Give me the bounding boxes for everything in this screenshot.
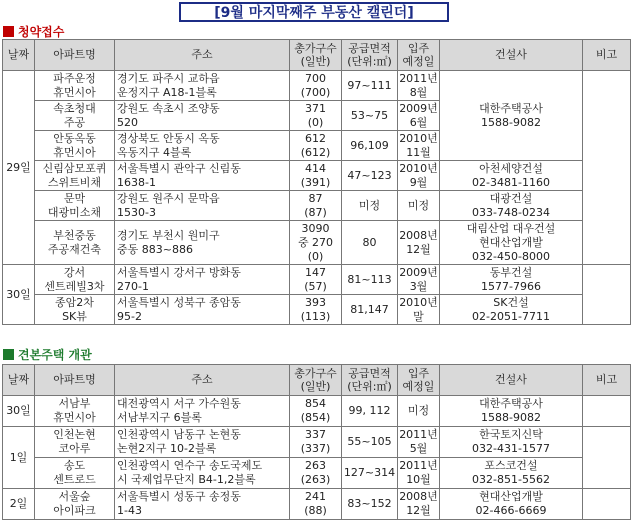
move-in: 미정 [398, 396, 440, 427]
apt-name: 문막 대광미소채 [35, 191, 115, 221]
units: 147 (57) [290, 265, 342, 295]
header-apt-name: 아파트명 [35, 365, 115, 396]
apt-name: 안동옥동 휴먼시아 [35, 131, 115, 161]
date-cell: 2일 [3, 489, 35, 520]
units: 87 (87) [290, 191, 342, 221]
apt-name: 서울숲 아이파크 [35, 489, 115, 520]
builder: 대림산업 대우건설 현대산업개발 032-450-8000 [440, 221, 583, 265]
move-in: 2010년 11월 [399, 131, 438, 159]
apt-name: 송도 센트로드 [35, 458, 115, 489]
move-in: 2011년 10월 [398, 458, 440, 489]
area: 96,109 [342, 131, 398, 161]
table-row [3, 396, 631, 427]
table-header-row [3, 40, 631, 71]
date-cell: 30일 [3, 396, 35, 427]
area: 127~314 [342, 458, 398, 489]
address: 서울특별시 관악구 신림동 1638-1 [115, 161, 290, 191]
move-in: 2008년 12월 [398, 489, 440, 520]
builder: 아천세양건설 02-3481-1160 [440, 161, 583, 191]
area: 83~152 [342, 489, 398, 520]
date-cell: 1일 [3, 427, 35, 489]
address: 서울특별시 성북구 종암동 95-2 [115, 295, 290, 325]
apt-name: 신림삼모포퀴 스위트비채 [35, 161, 115, 191]
header-builder: 건설사 [440, 40, 583, 71]
header-move-in: 입주 예정일 [398, 365, 440, 396]
address: 강원도 속초시 조양동 520 [115, 101, 290, 131]
table-row [3, 265, 631, 295]
note [583, 489, 631, 520]
apt-name: 파주운정 휴먼시아 [35, 71, 115, 101]
date-cell: 30일 [3, 265, 35, 325]
table-row [3, 458, 631, 489]
apt-name: 종암2차 SK뷰 [35, 295, 115, 325]
move-in: 2010년 말 [399, 295, 438, 323]
area: 53~75 [342, 101, 398, 131]
area: 55~105 [342, 427, 398, 458]
header-date: 날짜 [3, 40, 35, 71]
builder: 대광건설 033-748-0234 [440, 191, 583, 221]
note [583, 427, 631, 489]
move-in: 2010년 9월 [399, 161, 438, 189]
address: 경기도 파주시 교하읍 운정지구 A18-1블록 [115, 71, 290, 101]
page-title: [9월 마지막째주 부동산 캘린더] [179, 2, 449, 22]
apt-name: 인천논현 코아루 [35, 427, 115, 458]
builder: 대한주택공사 1588-9082 [440, 71, 583, 161]
address: 서울특별시 강서구 방화동 270-1 [115, 265, 290, 295]
move-in: 2008년 12월 [398, 221, 440, 265]
apt-name: 부천중동 주공재건축 [35, 221, 115, 265]
units: 700 (700) [290, 71, 342, 101]
builder: 한국토지신탁 032-431-1577 [440, 427, 583, 458]
address: 대전광역시 서구 가수원동 서남부지구 6블록 [115, 396, 290, 427]
address: 강원도 원주시 문막읍 1530-3 [115, 191, 290, 221]
apt-name: 서남부 휴먼시아 [35, 396, 115, 427]
units: 854 (854) [290, 396, 342, 427]
header-area: 공급면적 (단위:㎡) [342, 40, 398, 71]
move-in: 2011년 8월 [399, 71, 438, 99]
header-area: 공급면적 (단위:㎡) [342, 365, 398, 396]
area: 97~111 [342, 71, 398, 101]
header-units: 총가구수 (일반) [290, 40, 342, 71]
area: 99, 112 [342, 396, 398, 427]
section-label: 견본주택 개관 [18, 348, 92, 362]
move-in: 2011년 5월 [398, 427, 440, 458]
table-row [3, 489, 631, 520]
table-row [3, 295, 631, 325]
move-in: 2009년 3월 [399, 265, 438, 293]
move-in: 미정 [398, 191, 440, 221]
header-address: 주소 [115, 365, 290, 396]
address: 서울특별시 성동구 송정동 1-43 [115, 489, 290, 520]
address: 인천광역시 연수구 송도국제도 시 국제업무단지 B4-1,2블록 [115, 458, 290, 489]
header-note: 비고 [583, 40, 631, 71]
header-address: 주소 [115, 40, 290, 71]
units: 393 (113) [290, 295, 342, 325]
area: 47~123 [342, 161, 398, 191]
area: 미정 [342, 191, 398, 221]
table-row [3, 221, 631, 265]
builder: 포스코건설 032-851-5562 [440, 458, 583, 489]
address: 경상북도 안동시 옥동 옥동지구 4블록 [115, 131, 290, 161]
section-title-subscription [3, 23, 64, 40]
table-row [3, 71, 631, 101]
header-builder: 건설사 [440, 365, 583, 396]
units: 414 (391) [290, 161, 342, 191]
table-row [3, 191, 631, 221]
apt-name: 강서 센트레빌3차 [35, 265, 115, 295]
builder: 현대산업개발 02-466-6669 [440, 489, 583, 520]
table-row [3, 427, 631, 458]
table-header-row [3, 365, 631, 396]
square-bullet-icon [3, 349, 14, 360]
square-bullet-icon [3, 26, 14, 37]
units: 241 (88) [290, 489, 342, 520]
section-label: 청약접수 [18, 25, 65, 39]
header-move-in: 입주 예정일 [398, 40, 440, 71]
builder: SK건설 02-2051-7711 [440, 295, 583, 325]
address: 경기도 부천시 원미구 중동 883~886 [115, 221, 290, 265]
apt-name: 속초청대 주공 [35, 101, 115, 131]
area: 81~113 [342, 265, 398, 295]
area: 80 [342, 221, 398, 265]
section-title-model-house [3, 346, 92, 363]
table-row [3, 161, 631, 191]
move-in: 2009년 6월 [399, 101, 438, 129]
builder: 동부건설 1577-7966 [440, 265, 583, 295]
units: 337 (337) [290, 427, 342, 458]
address: 인천광역시 남동구 논현동 논현2지구 10-2블록 [115, 427, 290, 458]
units: 3090 중 270 (0) [290, 221, 342, 265]
header-units: 총가구수 (일반) [290, 365, 342, 396]
note [583, 396, 631, 427]
header-apt-name: 아파트명 [35, 40, 115, 71]
date-cell: 29일 [3, 71, 35, 265]
note [583, 71, 631, 265]
units: 263 (263) [290, 458, 342, 489]
area: 81,147 [342, 295, 398, 325]
units: 612 (612) [290, 131, 342, 161]
header-note: 비고 [583, 365, 631, 396]
subscription-table [2, 39, 631, 325]
note [583, 265, 631, 325]
model-house-table [2, 364, 631, 520]
header-date: 날짜 [3, 365, 35, 396]
units: 371 (0) [290, 101, 342, 131]
builder: 대한주택공사 1588-9082 [440, 396, 583, 427]
